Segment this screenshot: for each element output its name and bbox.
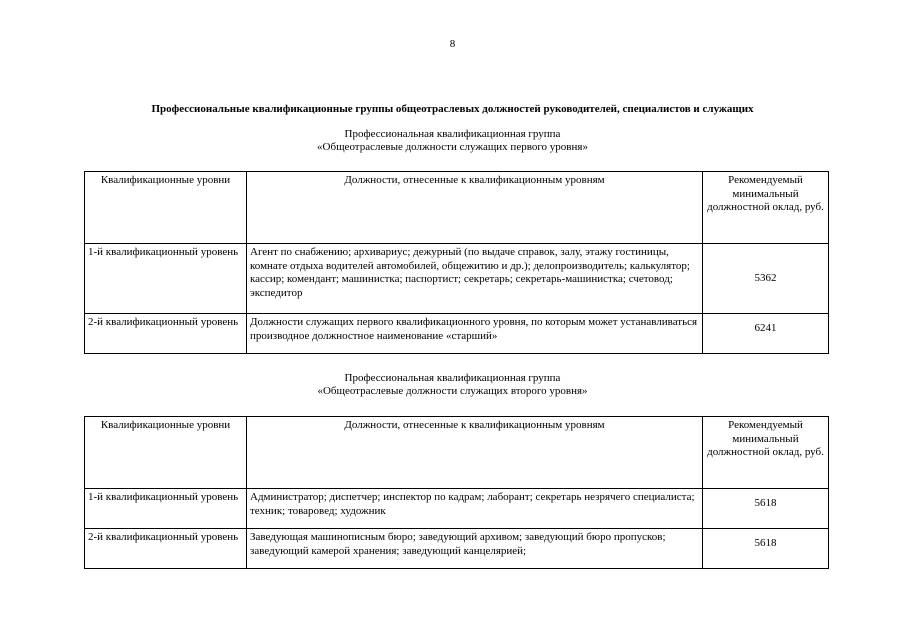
cell-salary: 5618 — [703, 489, 829, 529]
cell-salary: 5618 — [703, 529, 829, 569]
cell-positions: Администратор; диспетчер; инспектор по кадрам; лаборант; секретарь незрячего специалиста; техник; товаровед; художник — [247, 489, 703, 529]
header-salary: Рекомендуемый минимальный должностной оклад, руб. — [703, 417, 829, 489]
group-1-title — [0, 128, 905, 154]
cell-level: 2-й квалификационный уровень — [85, 529, 247, 569]
table-row — [85, 244, 829, 314]
header-level: Квалификационные уровни — [85, 172, 247, 244]
group-2-table — [84, 416, 829, 569]
header-salary: Рекомендуемый минимальный должностной оклад, руб. — [703, 172, 829, 244]
group-1-title-line2: «Общеотраслевые должности служащих первого уровня» — [317, 141, 588, 153]
group-2-title-line1: Профессиональная квалификационная группа — [344, 372, 561, 384]
table-header-row — [85, 417, 829, 489]
cell-level: 1-й квалификационный уровень — [85, 489, 247, 529]
group-1-table — [84, 171, 829, 354]
group-2-title-line2: «Общеотраслевые должности служащих второго уровня» — [317, 385, 588, 397]
cell-salary: 6241 — [703, 314, 829, 354]
table-row — [85, 489, 829, 529]
cell-positions: Агент по снабжению; архивариус; дежурный (по выдаче справок, залу, этажу гостиницы, комнате отдыха водителей автомобилей, общежитию и др.); делопроизводитель; калькулятор; кассир; комендант; машинистка; паспортист; секретарь; секретарь-машинистка; счетовод; экспедитор — [247, 244, 703, 314]
cell-positions: Заведующая машинописным бюро; заведующий архивом; заведующий бюро пропусков; заведующий камерой хранения; заведующий канцелярией; — [247, 529, 703, 569]
cell-positions: Должности служащих первого квалификационного уровня, по которым может устанавливаться производное должностное наименование «старший» — [247, 314, 703, 354]
cell-level: 2-й квалификационный уровень — [85, 314, 247, 354]
table-row — [85, 529, 829, 569]
cell-salary: 5362 — [703, 244, 829, 314]
table-row — [85, 314, 829, 354]
group-1-title-line1: Профессиональная квалификационная группа — [344, 128, 561, 140]
cell-level: 1-й квалификационный уровень — [85, 244, 247, 314]
header-level: Квалификационные уровни — [85, 417, 247, 489]
table-header-row — [85, 172, 829, 244]
header-positions: Должности, отнесенные к квалификационным уровням — [247, 172, 703, 244]
page-number: 8 — [449, 38, 456, 50]
header-positions: Должности, отнесенные к квалификационным уровням — [247, 417, 703, 489]
main-heading: Профессиональные квалификационные группы общеотраслевых должностей руководителей, специалистов и служащих — [151, 103, 754, 115]
group-2-title — [0, 372, 905, 398]
